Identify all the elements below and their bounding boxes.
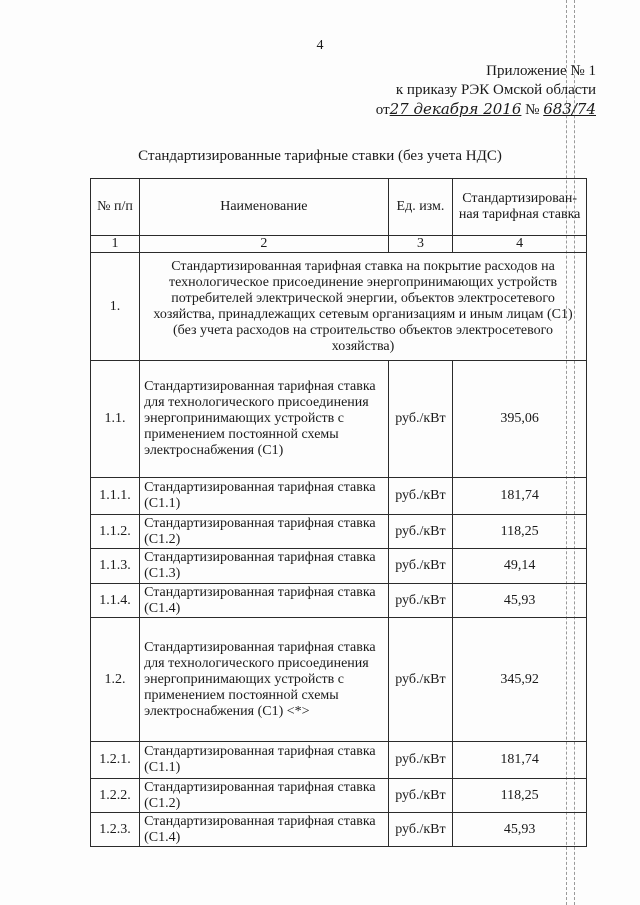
row-name: Стандартизированная тарифная ставка (С1.4): [140, 584, 389, 618]
row-unit: руб./кВт: [388, 584, 453, 618]
table-row: [91, 779, 587, 813]
header-name: Наименование: [140, 179, 389, 236]
row-number: 1.1.: [91, 361, 140, 478]
row-name: Стандартизированная тарифная ставка (С1.1): [140, 742, 389, 779]
handwritten-number: 683/74: [543, 100, 596, 118]
table-row: [91, 618, 587, 742]
header-rate: Стандартизирован-ная тарифная ставка: [453, 179, 587, 236]
section-row: [91, 253, 587, 361]
row-unit: руб./кВт: [388, 779, 453, 813]
col-number-2: 2: [140, 236, 389, 253]
row-name: Стандартизированная тарифная ставка для технологического присоединения энергопринимающих устройств с применением постоянной схемы электроснабжения (С1): [140, 361, 389, 478]
number-sign: №: [525, 102, 540, 118]
row-number: 1.2.3.: [91, 813, 140, 847]
row-rate: 45,93: [453, 813, 587, 847]
row-number: 1.2.1.: [91, 742, 140, 779]
appendix-title: Приложение № 1: [486, 63, 596, 79]
row-rate: 181,74: [453, 478, 587, 515]
handwritten-date: 27 декабря 2016: [389, 100, 522, 118]
col-number-4: 4: [453, 236, 587, 253]
tariff-table: [90, 178, 587, 847]
header-unit: Ед. изм.: [388, 179, 453, 236]
row-name: Стандартизированная тарифная ставка для технологического присоединения энергопринимающих устройств с применением постоянной схемы электроснабжения (С1) <*>: [140, 618, 389, 742]
section-text: Стандартизированная тарифная ставка на покрытие расходов на технологическое присоединение энергопринимающих устройств потребителей электрической энергии, объектов электросетевого хозяйства, принадлежащих сетевым организациям и иным лицам (С1) (без учета расходов на строительство объектов электросетевого хозяйства): [140, 253, 587, 361]
row-unit: руб./кВт: [388, 813, 453, 847]
row-rate: 118,25: [453, 515, 587, 549]
row-name: Стандартизированная тарифная ставка (С1.1): [140, 478, 389, 515]
table-header-row: [91, 179, 587, 236]
col-number-3: 3: [388, 236, 453, 253]
column-number-row: [91, 236, 587, 253]
row-name: Стандартизированная тарифная ставка (С1.4): [140, 813, 389, 847]
table-row: [91, 361, 587, 478]
row-name: Стандартизированная тарифная ставка (С1.2): [140, 515, 389, 549]
document-title: Стандартизированные тарифные ставки (без учета НДС): [138, 148, 502, 164]
row-rate: 45,93: [453, 584, 587, 618]
row-name: Стандартизированная тарифная ставка (С1.3): [140, 549, 389, 584]
row-rate: 49,14: [453, 549, 587, 584]
appendix-order: к приказу РЭК Омской области: [395, 82, 596, 98]
page-number: 4: [316, 38, 324, 53]
row-name: Стандартизированная тарифная ставка (С1.2): [140, 779, 389, 813]
row-number: 1.1.1.: [91, 478, 140, 515]
row-unit: руб./кВт: [388, 515, 453, 549]
appendix-block: [376, 62, 596, 120]
row-number: 1.2.: [91, 618, 140, 742]
appendix-date-line: [376, 100, 596, 120]
header-number: № п/п: [91, 179, 140, 236]
row-unit: руб./кВт: [388, 549, 453, 584]
section-number: 1.: [91, 253, 140, 361]
row-unit: руб./кВт: [388, 618, 453, 742]
table-row: [91, 478, 587, 515]
row-unit: руб./кВт: [388, 478, 453, 515]
row-rate: 118,25: [453, 779, 587, 813]
table-row: [91, 515, 587, 549]
appendix-from: от: [375, 102, 390, 118]
row-unit: руб./кВт: [388, 361, 453, 478]
col-number-1: 1: [91, 236, 140, 253]
row-rate: 345,92: [453, 618, 587, 742]
row-number: 1.2.2.: [91, 779, 140, 813]
table-row: [91, 742, 587, 779]
row-unit: руб./кВт: [388, 742, 453, 779]
table-row: [91, 549, 587, 584]
row-number: 1.1.3.: [91, 549, 140, 584]
table-row: [91, 813, 587, 847]
row-rate: 395,06: [453, 361, 587, 478]
table-row: [91, 584, 587, 618]
row-rate: 181,74: [453, 742, 587, 779]
row-number: 1.1.2.: [91, 515, 140, 549]
row-number: 1.1.4.: [91, 584, 140, 618]
